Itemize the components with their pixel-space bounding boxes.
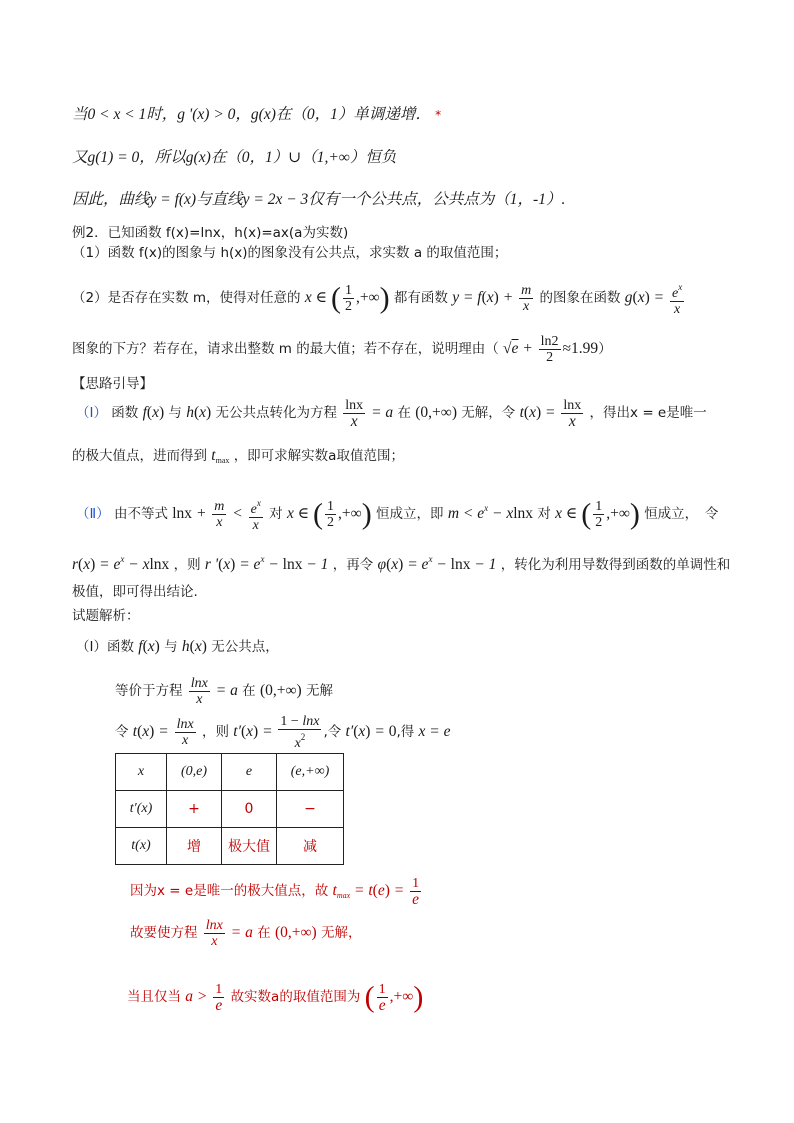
solution-s1 [76, 637, 279, 657]
intro-line-2-text: 又g(1) = 0，所以g(x)在（0，1）∪（1,+∞）恒负 [72, 149, 397, 166]
solution-so [130, 916, 362, 950]
intro-line-2 [72, 148, 396, 168]
hint-p1-label: （Ⅰ） [76, 405, 107, 422]
table-row [116, 791, 344, 828]
table-cell: 0 [222, 791, 277, 828]
q2-prefix: （2）是否存在实数 m，使得对任意的 [72, 290, 301, 307]
table-cell: − [277, 791, 344, 828]
hint-p2-line2-a: ，则 [173, 557, 201, 573]
hint-p2-label: （Ⅱ） [76, 506, 110, 522]
hint-m-ineq: $m < e^x - xlnx$ [447, 503, 534, 522]
solution-tmax: $t_{max} = t(e)$ = $\frac{1}{e}$ [332, 875, 420, 908]
solution-eq [115, 674, 333, 708]
solution-because-text: 因为x = e是唯一的极大值点，故 [130, 883, 329, 899]
hint-p2-line2-b: ，再令 [332, 557, 374, 573]
hint-eq: $\frac{\ln x}{x}$ = a [345, 398, 394, 430]
example-q2 [72, 280, 686, 317]
table-header-cell: e [222, 754, 277, 791]
solution-t-zero: t′(x) = 0 [345, 723, 397, 741]
hint-p2 [76, 488, 718, 534]
table-cell: t′(x) [116, 791, 167, 828]
solution-so-in: 在 [257, 925, 271, 941]
hint-p2-line2-c: ，转化为利用导数得到函数的单调性和 [500, 557, 731, 573]
hint-p2-a: 由不等式 [113, 506, 168, 522]
q2-func: y = f(x) + $\frac{m}{x}$ [452, 283, 532, 314]
hint-p1 [76, 398, 707, 429]
hint-tmax: $t_{max}$ [211, 447, 230, 465]
solution-s1-a: （Ⅰ）函数 [76, 639, 134, 655]
hint-p2-b: 对 [269, 506, 283, 522]
hint-p1-c: 无公共点转化为方程 [215, 405, 337, 422]
solution-h: h(x) [181, 638, 207, 655]
solution-let-text: 令 [115, 724, 129, 741]
q2-approx: ≈1.99 [562, 340, 599, 358]
intro-line-3 [72, 190, 565, 210]
hint-domain-1: x ∈ ( $\frac{1}{2}$ ,+∞) [286, 497, 372, 531]
table-header-cell: (e,+∞) [277, 754, 344, 791]
q2-domain: x ∈ ( $\frac{1}{2}$ ,+∞) [304, 281, 390, 315]
hint-rprime: r '$(x) = e^x - \ln x - 1$ [204, 554, 329, 573]
solution-let [115, 714, 451, 751]
intro-line-1-text: 当0 < x < 1时，g '(x) > 0，g(x)在（0，1）单调递增． [72, 106, 431, 123]
solution-eq-frac: $\frac{\ln x}{x}$ = a [190, 675, 238, 707]
example-q2-cont [72, 334, 612, 365]
solution-t-def: t(x) = $\frac{\ln x}{x}$ [132, 717, 194, 748]
solution-eq-interval: (0,+∞) [259, 682, 302, 699]
solution-so-frac: $\frac{\ln x}{x}$ = a [205, 917, 253, 949]
hint-p2-line3: 极值，即可得出结论. [72, 584, 198, 600]
q2-tail: 的图象在函数 [539, 290, 621, 307]
hint-p1-b: 与 [168, 405, 182, 422]
hint-p1-a: 函数 [111, 405, 139, 422]
solution-eq-tail: 无解 [306, 683, 334, 699]
solution-so-interval: (0,+∞) [274, 924, 317, 941]
hint-p1-f: ，得出x = e是唯一 [589, 405, 707, 422]
hint-p1-cont-a: 的极大值点，进而得到 [72, 448, 207, 464]
hint-interval: (0,+∞) [415, 404, 457, 422]
q2-cont: 图象的下方？若存在，请求出整数 m 的最大值；若不存在，说明理由（ [72, 341, 499, 358]
hint-f: f(x) [142, 404, 165, 422]
solution-t-prime: t′(x) = $\frac{1 - \ln x}{x^2}$ [233, 714, 320, 751]
q2-gfunc: g(x) = $\frac{e^x}{x}$ [624, 282, 683, 317]
table-header-cell: x [116, 754, 167, 791]
solution-range: ( $\frac{1}{e}$ ,+∞) [364, 980, 424, 1014]
solution-because [130, 874, 423, 913]
table-cell: 增 [167, 828, 222, 865]
solution-s1-b: 与 [164, 639, 178, 655]
q2-sqrt: √e + $\frac{\ln 2}{2}$ [503, 334, 559, 365]
hint-p2-d: 对 [537, 506, 551, 522]
table-header-cell: (0,e) [167, 754, 222, 791]
table-cell: + [167, 791, 222, 828]
solution-so-text: 故要使方程 [130, 925, 198, 941]
solution-f: f(x) [138, 638, 160, 655]
hint-p1-cont-b: ，即可求解实数a取值范围； [233, 448, 404, 464]
hint-header: 【思路引导】 [72, 376, 153, 392]
solution-eq-in: 在 [242, 683, 256, 699]
table-cell: t(x) [116, 828, 167, 865]
solution-so-tail: 无解， [321, 925, 362, 941]
table-row [116, 754, 344, 791]
hint-phi: $\varphi(x) = e^x - \ln x - 1$ [377, 554, 497, 573]
example-q1: （1）函数 f(x)的图象与 h(x)的图象没有公共点，求实数 a 的取值范围； [72, 245, 508, 261]
hint-p2-line2 [72, 549, 730, 575]
hint-domain-2: x ∈ ( $\frac{1}{2}$ ,+∞) [555, 497, 640, 531]
solution-iff-ineq: a > $\frac{1}{e}$ [185, 981, 223, 1014]
table-cell: 极大值 [222, 828, 277, 865]
q2-close: ） [598, 341, 612, 358]
hint-p1-e: 无解，令 [461, 405, 516, 422]
hint-p1-d: 在 [397, 405, 411, 422]
example-title: 例2．已知函数 f(x)=lnx，h(x)=ax(a为实数) [72, 225, 349, 241]
hint-p2-e: 恒成立， 令 [644, 506, 719, 522]
solution-let-set: ,令 [323, 724, 342, 741]
solution-iff-mid: 故实数a的取值范围为 [230, 989, 361, 1005]
hint-h: h(x) [186, 404, 212, 422]
solution-let-get: ,得 [396, 724, 415, 741]
hint-p1-cont [72, 446, 404, 471]
hint-p2-c: 恒成立，即 [376, 506, 444, 522]
hint-r: $r(x) = e^x - xlnx$ [72, 554, 170, 573]
table-cell: 减 [277, 828, 344, 865]
hint-t: t(x) = $\frac{\ln x}{x}$ [519, 398, 582, 430]
solution-x-e: x = e [418, 723, 451, 741]
intro-line-1-mark: * [435, 108, 442, 122]
solution-s1-c: 无公共点， [211, 639, 279, 655]
solution-header: 试题解析： [72, 608, 140, 624]
solution-let-then: ，则 [201, 724, 229, 741]
solution-eq-text: 等价于方程 [115, 683, 183, 699]
hint-ineq: lnx + $\frac{m}{x}$ < $\frac{e^x}{x}$ [172, 497, 261, 533]
solution-iff-text: 当且仅当 [127, 989, 181, 1005]
monotonicity-table [115, 753, 344, 865]
intro-line-1 [72, 105, 441, 125]
q2-mid: 都有函数 [393, 290, 448, 307]
intro-line-3-text: 因此，曲线y = f(x)与直线y = 2x − 3仅有一个公共点，公共点为（1，-1）. [72, 191, 566, 208]
solution-iff [127, 977, 423, 1017]
table-row [116, 828, 344, 865]
